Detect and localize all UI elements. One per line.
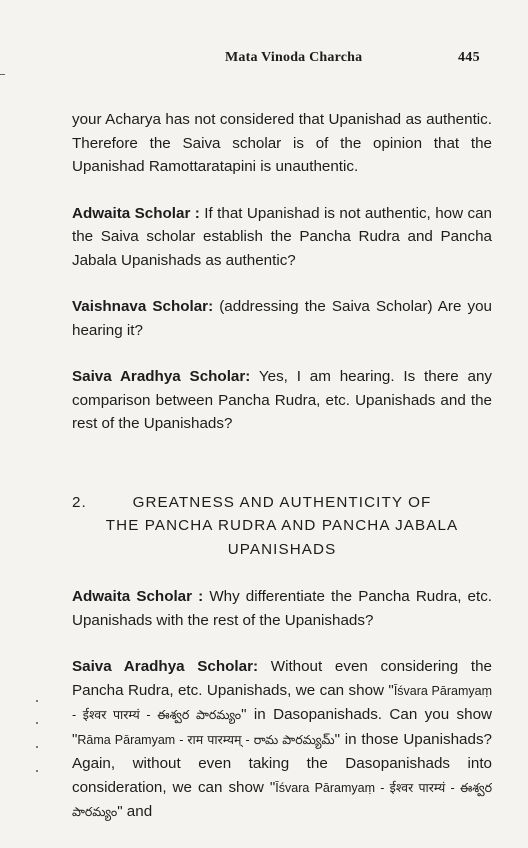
dialogue-text: " and: [117, 803, 153, 820]
section-title-line: THE PANCHA RUDRA AND PANCHA JABALA: [105, 517, 459, 534]
dialogue-text: (addressing the Saiva Scholar) Are you hearing it?: [72, 298, 492, 339]
speaker-label: Saiva Aradhya Scholar:: [72, 658, 259, 675]
running-header: [0, 50, 528, 70]
paragraph: [72, 108, 492, 179]
dialogue-paragraph: [72, 655, 492, 825]
dialogue-paragraph: [72, 202, 492, 273]
section-number: 2.: [72, 493, 87, 511]
page-body: [72, 108, 492, 848]
dialogue-text: Yes, I am hearing. Is there any comparison between Pancha Rudra, etc. Upanishads and the rest of the Upanishads?: [72, 368, 492, 432]
multiscript-term: Īśvara Pāramyaṃ - ईश्वर पारम्यं - ఈశ్వర పారమ్యం: [72, 683, 492, 722]
speaker-label: Adwaita Scholar :: [72, 588, 204, 605]
section-heading: [72, 491, 492, 562]
speaker-label: Adwaita Scholar :: [72, 204, 200, 222]
speaker-label: Vaishnava Scholar:: [72, 298, 214, 315]
dialogue-paragraph: [72, 295, 492, 342]
section-title-line: GREATNESS AND AUTHENTICITY OF: [132, 493, 432, 511]
page-number: 445: [458, 50, 480, 65]
dialogue-text: Why differentiate the Pancha Rudra, etc. Upanishads with the rest of the Upanishads?: [72, 588, 493, 629]
running-title: Mata Vinoda Charcha: [225, 50, 363, 65]
dialogue-text: " in Dasopanishads. Can you show ": [72, 706, 492, 748]
page-edge-mark: [0, 74, 5, 75]
dialogue-text: Without even considering the Pancha Rudra, etc. Upanishads, we can show ": [72, 658, 492, 699]
dialogue-paragraph: [72, 365, 492, 436]
margin-specks: [36, 700, 39, 780]
dialogue-paragraph: [72, 585, 492, 632]
dialogue-text: If that Upanishad is not authentic, how can the Saiva scholar establish the Pancha Rudra and Pancha Jabala Upanishads as authentic?: [72, 204, 492, 269]
multiscript-term: Rāma Pāramyam - राम पारम्यम् - రామ పారమ్యమ్: [77, 732, 335, 747]
multiscript-term: Īśvara Pāramyaṃ - ईश्वर पारम्यं - ఈశ్వర పారమ్యం: [72, 780, 493, 819]
speaker-label: Saiva Aradhya Scholar:: [72, 368, 251, 385]
paragraph-text: your Acharya has not considered that Upanishad as authentic. Therefore the Saiva scholar is of the opinion that the Upanishad Ramottaratapini is unauthentic.: [72, 111, 492, 175]
section-title-line: UPANISHADS: [227, 540, 337, 558]
dialogue-text: " in those Upanishads? Again, without even taking the Dasopanishads into consideration, we can show ": [72, 730, 492, 796]
